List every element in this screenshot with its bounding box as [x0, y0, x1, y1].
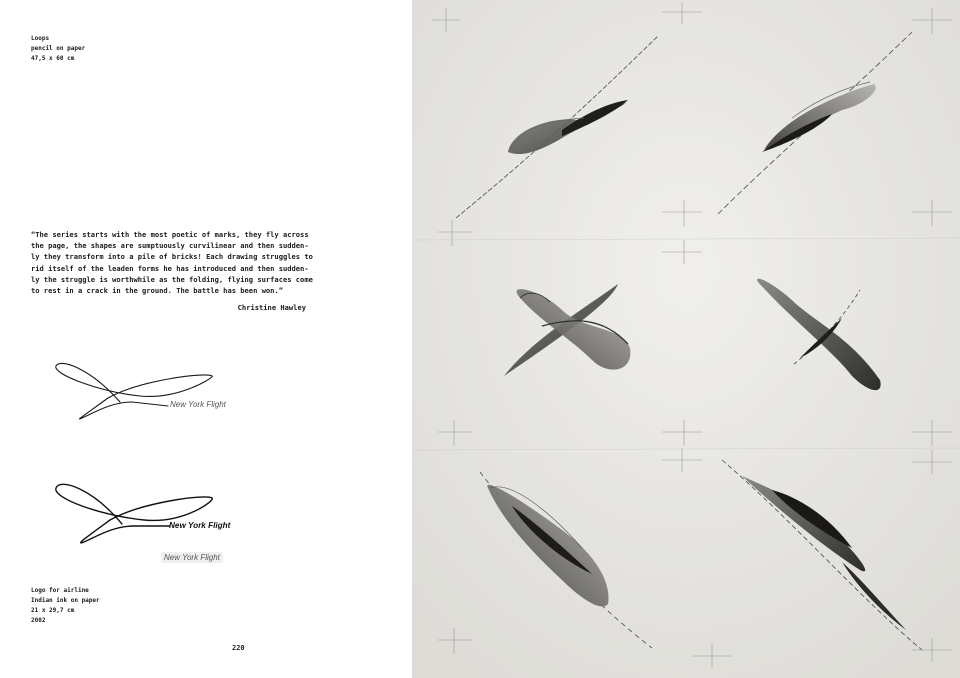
- page-number: 220: [232, 644, 245, 652]
- caption-medium: pencil on paper: [31, 45, 86, 52]
- caption-medium: Indian ink on paper: [31, 597, 100, 604]
- logo-label-2: New York Flight: [169, 521, 231, 530]
- quote-line: “The series starts with the most poetic of marks, they fly across: [31, 230, 309, 239]
- quote-line: ly the struggle is worthwhile as the folding, flying surfaces come: [31, 274, 313, 284]
- caption-title: Logo for airline: [31, 587, 89, 594]
- loops-drawing: [412, 0, 960, 678]
- loop-logo-bold: [50, 478, 235, 550]
- caption-title: Loops: [31, 35, 50, 42]
- right-page: [412, 0, 960, 678]
- quote-line: ly they transform into a pile of bricks! Each drawing struggles to: [31, 252, 313, 262]
- logo-label-1: New York Flight: [170, 400, 226, 409]
- paper-background: [412, 0, 960, 678]
- quote-line: the page, the shapes are sumptuously curvilinear and then sudden-: [31, 241, 309, 251]
- loop-logo-thin: [50, 358, 230, 424]
- logo-label-3: New York Flight: [161, 552, 223, 563]
- caption-logo: [31, 586, 100, 626]
- caption-loops: [31, 34, 85, 64]
- left-page: [0, 0, 412, 678]
- quote-line: to rest in a crack in the ground. The battle has been won.”: [31, 286, 283, 296]
- quote-block: [31, 229, 313, 296]
- caption-size: 21 x 29,7 cm: [31, 607, 75, 614]
- quote-author: Christine Hawley: [237, 303, 306, 312]
- caption-year: 2002: [31, 617, 46, 624]
- caption-size: 47,5 x 60 cm: [31, 55, 75, 62]
- quote-line: rid itself of the leaden forms he has introduced and then sudden-: [31, 263, 309, 273]
